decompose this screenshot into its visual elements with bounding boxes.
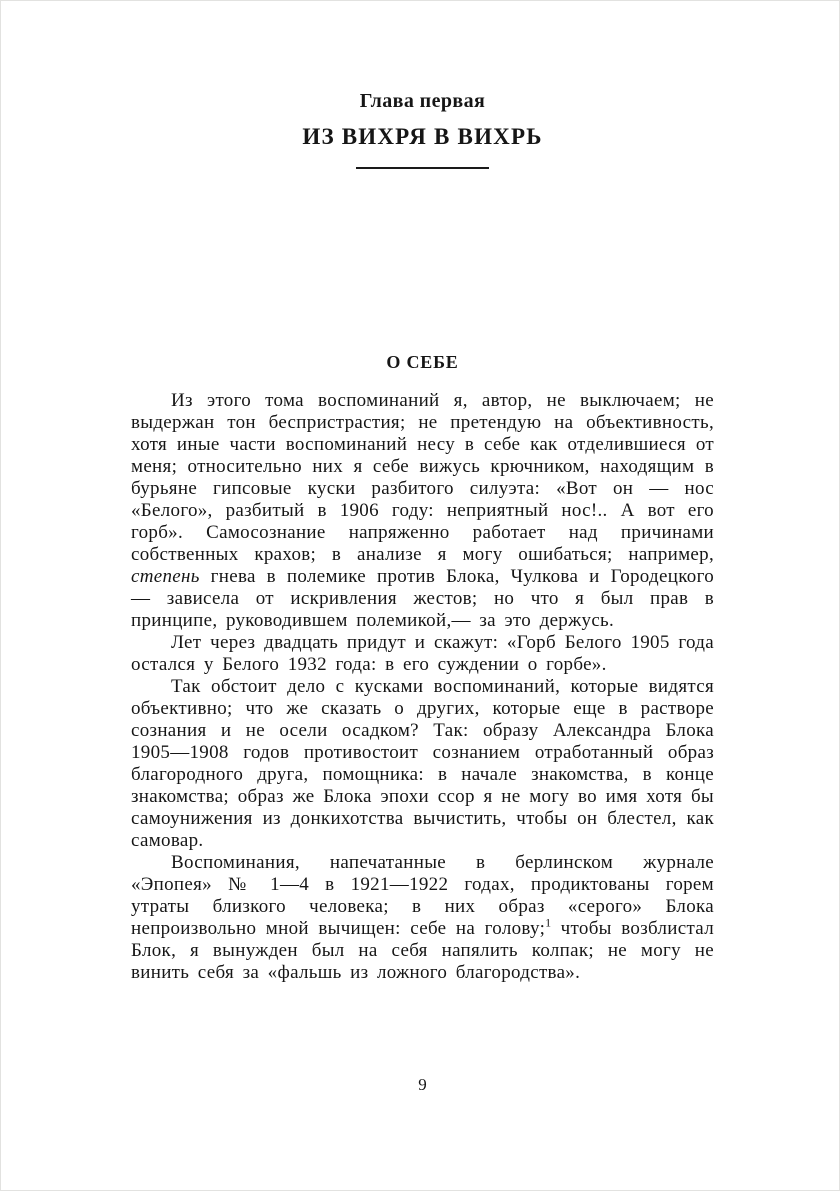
- paragraph: [131, 632, 714, 676]
- text-segment: степень: [131, 566, 200, 587]
- text-segment: Лет через двадцать придут и скажут: «Горб Белого 1905 года остался у Белого 1932 года: в его суждении о горбе».: [131, 632, 714, 675]
- paragraph: [131, 676, 714, 852]
- chapter-label: Глава первая: [359, 90, 486, 112]
- page-number: 9: [418, 1075, 427, 1094]
- chapter-title: ИЗ ВИХРЯ В ВИХРЬ: [302, 124, 543, 149]
- text-segment: чтобы возблистал Блок, я вынужден был на себя напялить колпак; не могу не винить себя за «фальшь из ложного благородства».: [131, 918, 714, 983]
- text-segment: Воспоминания, напечатанные в берлинском журнале «Эпопея» № 1—4 в 1921—1922 годах, продиктованы горем утраты близкого человека; в них образ «серого» Блока непроизвольно мной вычищен: себе на голову;: [131, 852, 714, 939]
- text-segment: Из этого тома воспоминаний я, автор, не выключаем; не выдержан тон беспристрастия; не претендую на объективность, хотя иные части воспоминаний несу в себе как отделившиеся от меня; относительно них я себе вижусь крючником, находящим в бурьяне гипсовые куски разбитого силуэта: «Вот он — нос «Белого», разбитый в 1906 году: неприятный нос!.. А вот его горб». Самосознание напряженно работает над причинами собственных крахов; в анализе я могу ошибаться; например,: [131, 390, 714, 565]
- title-divider: [356, 167, 489, 169]
- section-title: О СЕБЕ: [386, 352, 459, 372]
- paragraph: [131, 852, 714, 984]
- body-text: [131, 390, 714, 984]
- footnote-ref: 1: [545, 915, 552, 930]
- text-segment: гнева в полемике против Блока, Чулкова и Городецкого — зависела от искривления жестов; но что я был прав в принципе, руководившем полемикой,— за это держусь.: [131, 566, 714, 631]
- paragraph: [131, 390, 714, 632]
- text-segment: Так обстоит дело с кусками воспоминаний, которые видятся объективно; что же сказать о других, которые еще в растворе сознания и не осели осадком? Так: образу Александра Блока 1905—1908 годов противостоит сознанием отработанный образ благородного друга, помощника: в начале знакомства, в конце знакомства; образ же Блока эпохи ссор я не могу во имя хотя бы самоунижения из донкихотства вычистить, чтобы он блестел, как самовар.: [131, 676, 714, 851]
